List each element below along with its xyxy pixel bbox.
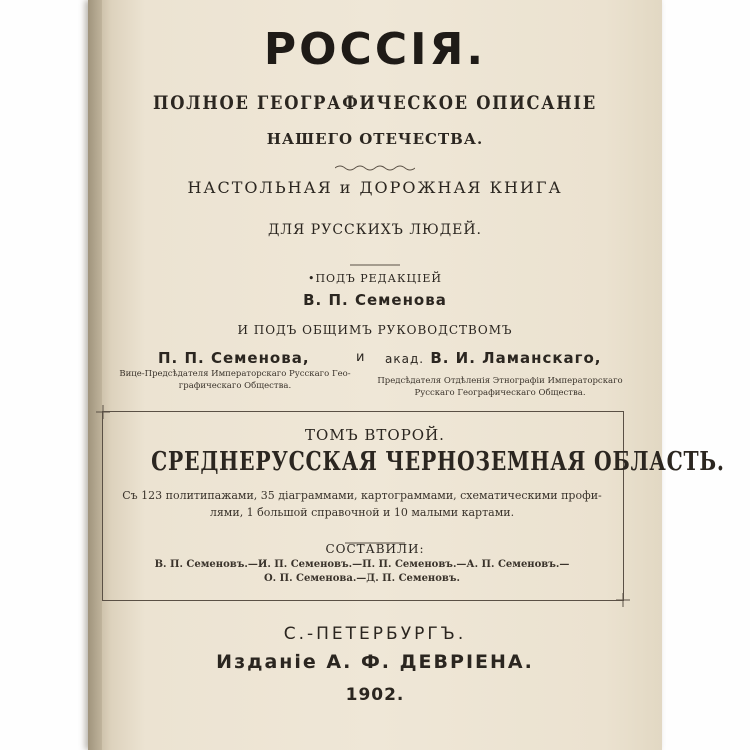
subtitle-line-1: ПОЛНОЕ ГЕОГРАФИЧЕСКОЕ ОПИСАНІЕ [153,92,597,114]
guidance-label: И ПОДЪ ОБЩИМЪ РУКОВОДСТВОМЪ [237,323,513,337]
subtitle-line-2: НАШЕГО ОТЕЧЕСТВА. [266,130,484,148]
publisher: Изданіе А. Ф. ДЕВРІЕНА. [216,651,534,673]
conjunction: и [356,350,366,365]
volume-title: СРЕДНЕРУССКАЯ ЧЕРНОЗЕМНАЯ ОБЛАСТЬ. [151,447,725,477]
book-title: РОССІЯ. [263,24,487,75]
supervisor-right-name: В. И. Ламанскаго, [430,349,602,367]
editor-label: •ПОДЪ РЕДАКЦІЕЙ [307,272,443,285]
subtitle-line-3: НАСТОЛЬНАЯ и ДОРОЖНАЯ КНИГА [187,178,563,197]
bullet-mark: • [307,272,316,285]
supervisor-right [385,349,602,367]
publication-year: 1902. [345,685,405,705]
frame-corner-mark [616,593,630,607]
publication-city: С.-ПЕТЕРБУРГЪ. [283,624,467,644]
volume-description: Съ 123 политипажами, 35 діаграммами, картограммами, схематическими профи- лями, 1 большой справочной и 10 малыми картами. [122,489,602,519]
compilers-list: В. П. Семеновъ.—И. П. Семеновъ.—П. П. Семеновъ.—А. П. Семеновъ.— О. П. Семенова.—Д. П. Семеновъ. [154,559,570,584]
volume-number: ТОМЪ ВТОРОЙ. [305,426,445,444]
supervisor-left-name: П. П. Семенова, [158,349,310,367]
subtitle-line-4: ДЛЯ РУССКИХЪ ЛЮДЕЙ. [267,222,482,238]
frame-corner-mark [96,405,110,419]
editor-name: В. П. Семенова [303,291,447,309]
compilers-label: СОСТАВИЛИ: [325,542,425,556]
supervisor-right-title: Предсѣдателя Отдѣленія Этнографіи Императорскаго Русскаго Географическаго Общества. [377,376,623,398]
short-rule [88,252,662,271]
ornamental-rule [88,157,662,176]
supervisor-left-title: Вице-Предсѣдателя Императорскаго Русскаго Гео- графическаго Общества. [119,369,351,391]
academic-prefix: акад. [385,352,425,366]
